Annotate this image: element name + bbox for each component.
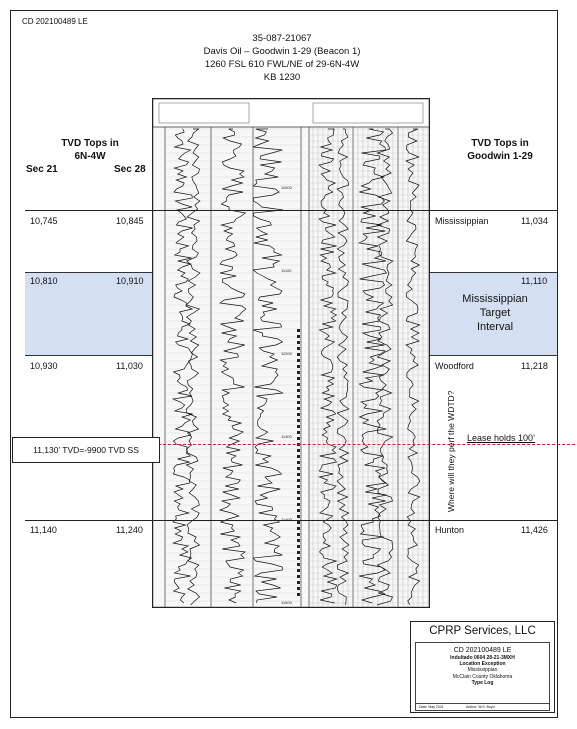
title-block xyxy=(410,621,555,713)
top-goodwin: 11,034 xyxy=(521,216,548,226)
tvd-red-dashed-line xyxy=(158,444,575,445)
top-sec21: 10,745 xyxy=(30,216,58,226)
log-depth-label: 11400 xyxy=(281,517,292,522)
top-formation: Hunton xyxy=(435,525,465,535)
right-tops-title: TVD Tops in Goodwin 1-29 xyxy=(467,138,533,162)
tb-doc-id: CD 202100489 LE xyxy=(453,647,512,654)
log-depth-label: 11100 xyxy=(281,268,292,273)
tb-type: Type Log xyxy=(471,679,494,686)
top-goodwin: 11,218 xyxy=(521,361,548,371)
tb-subject: Location Exception xyxy=(459,661,506,668)
target-interval-label: Mississippian Target Interval xyxy=(462,293,528,333)
well-header xyxy=(150,32,414,84)
title-block-footer xyxy=(415,703,550,711)
perf-question: Where will they perf the WDTD? xyxy=(446,390,456,512)
lease-note: Lease holds 100’ xyxy=(467,433,536,443)
well-location: 1260 FSL 610 FWL/NE of 29-6N-4W xyxy=(204,59,360,70)
top-sec28: 11,030 xyxy=(116,361,143,371)
left-tops-title: TVD Tops in 6N-4W xyxy=(61,138,119,162)
title-block-details xyxy=(415,642,550,704)
col-sec28-header: Sec 28 xyxy=(114,164,146,175)
top-sec28: 10,845 xyxy=(116,216,144,226)
top-line-hunton xyxy=(25,520,557,521)
log-depth-label: 11500 xyxy=(281,600,292,605)
top-formation: Mississippian xyxy=(435,216,489,226)
top-goodwin: 11,110 xyxy=(521,276,548,286)
top-sec21: 10,810 xyxy=(30,276,58,286)
tb-project: Indultado 0604 28-21-3MXH xyxy=(450,655,515,661)
tb-county: McClain County Oklahoma xyxy=(452,673,513,680)
top-formation: Woodford xyxy=(435,361,474,371)
log-depth-label: 11200 xyxy=(281,351,292,356)
company-name: CPRP Services, LLC xyxy=(429,625,536,637)
document-id: CD 202100489 LE xyxy=(22,17,88,26)
log-depth-label: 11300 xyxy=(281,434,292,439)
top-goodwin: 11,426 xyxy=(521,525,548,535)
log-traces xyxy=(153,99,429,607)
tb-formation: Mississippian xyxy=(467,667,498,674)
well-name: Davis Oil – Goodwin 1-29 (Beacon 1) xyxy=(203,46,361,57)
api-number: 35-087-21067 xyxy=(252,33,312,44)
top-sec28: 10,910 xyxy=(116,276,144,286)
tb-author: Author: W.S. Boyd xyxy=(466,705,495,709)
kelly-bushing: KB 1230 xyxy=(263,72,301,83)
top-sec21: 11,140 xyxy=(30,525,57,535)
col-sec21-header: Sec 21 xyxy=(26,164,58,175)
type-log-image xyxy=(152,98,430,608)
tvd-callout-box: 11,130’ TVD=-9900 TVD SS xyxy=(12,437,160,463)
top-sec28: 11,240 xyxy=(116,525,143,535)
log-depth-label: 11000 xyxy=(281,185,292,190)
top-line-mississippian xyxy=(25,210,557,211)
tb-date: Date: May 2021 xyxy=(419,705,444,709)
top-sec21: 10,930 xyxy=(30,361,58,371)
